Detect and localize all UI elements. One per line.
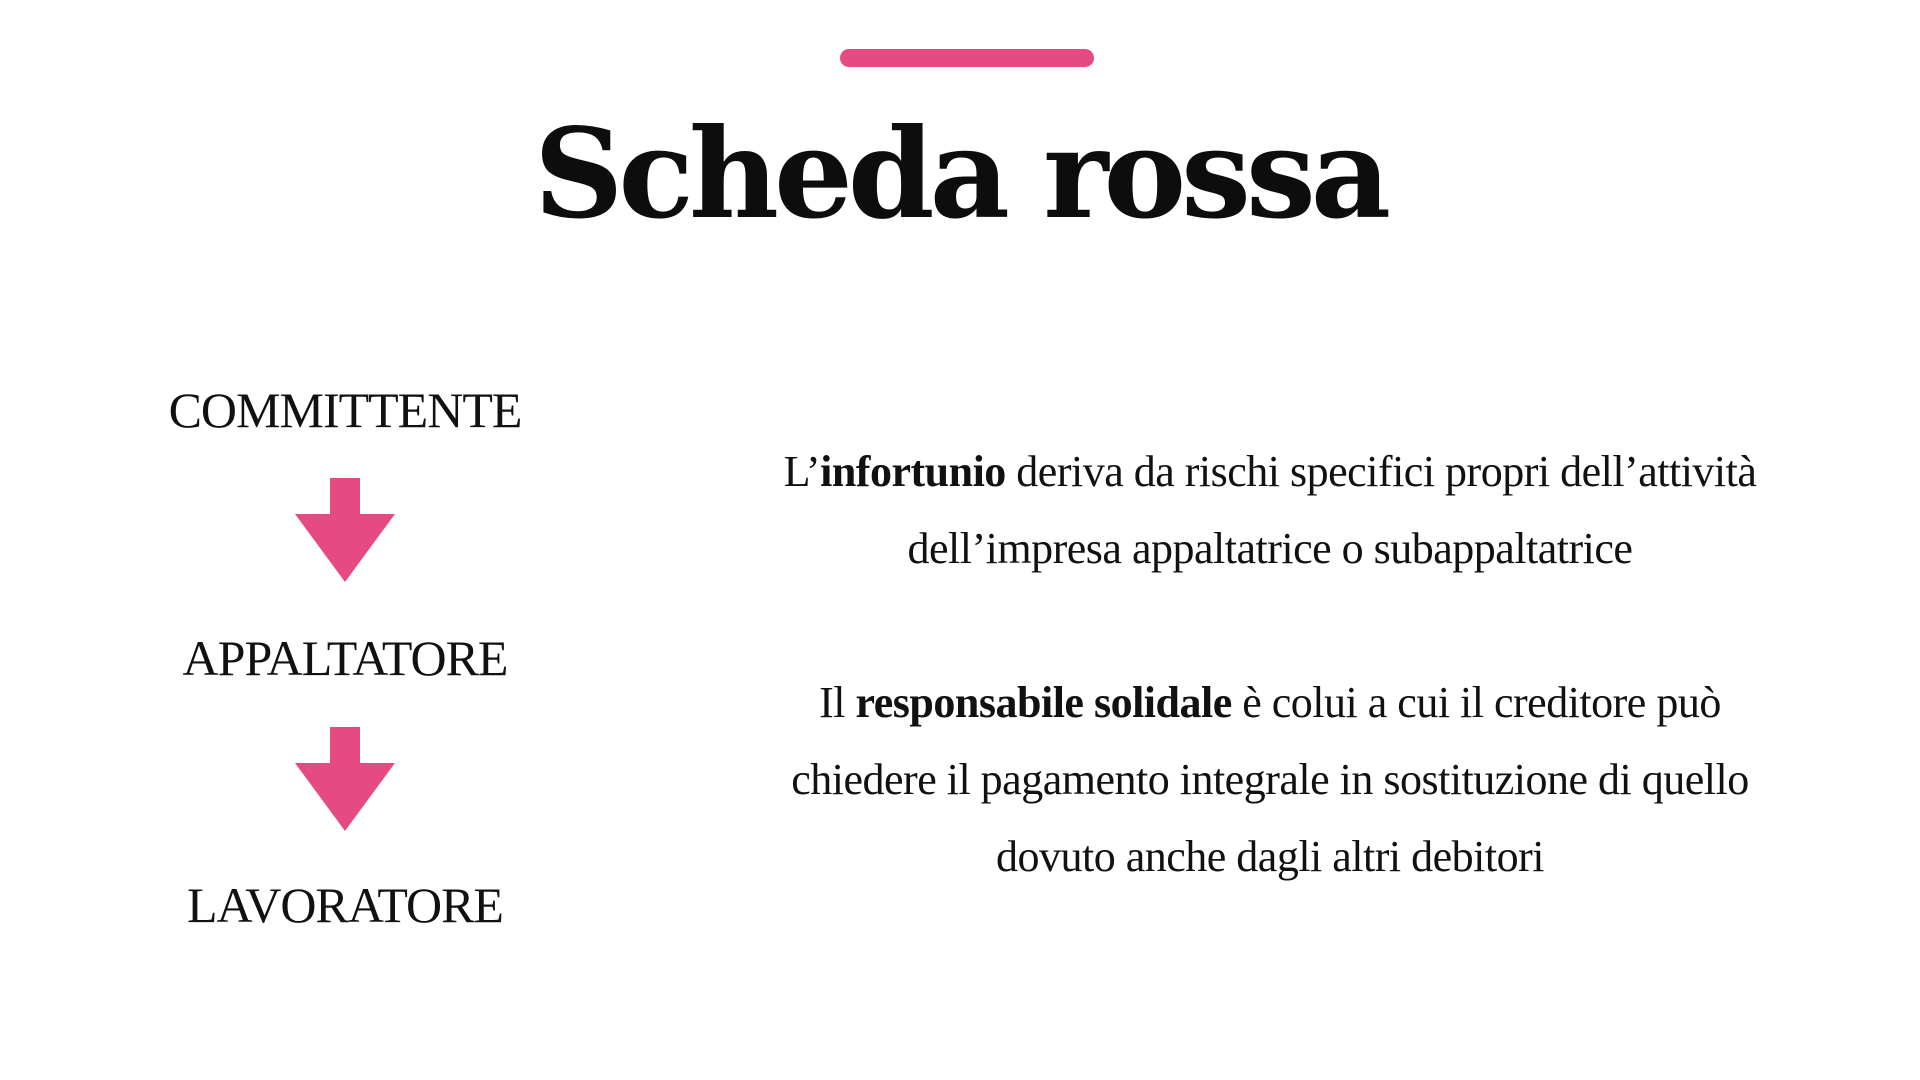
title-accent-bar xyxy=(840,49,1094,67)
paragraph-text: dovuto anche dagli altri debitori xyxy=(995,832,1544,881)
flow-step-committente: COMMITTENTE xyxy=(168,382,522,438)
paragraph-responsabile-solidale xyxy=(680,664,1860,895)
paragraph-text: è colui a cui il creditore può xyxy=(1231,678,1721,727)
paragraph-text: chiedere il pagamento integrale in sostituzione di quello xyxy=(791,755,1749,804)
paragraph-text: L’ xyxy=(783,447,821,496)
keyword-responsabile-solidale: responsabile solidale xyxy=(855,678,1232,727)
down-arrow-icon xyxy=(295,478,395,582)
down-arrow-icon xyxy=(295,727,395,831)
paragraph-infortunio xyxy=(680,433,1860,587)
hierarchy-flow xyxy=(100,370,590,950)
paragraph-text: deriva da rischi specifici propri dell’attività xyxy=(1005,447,1757,496)
paragraph-text: Il xyxy=(819,678,856,727)
paragraph-text: dell’impresa appaltatrice o subappaltatrice xyxy=(907,524,1633,573)
flow-step-appaltatore: APPALTATORE xyxy=(182,630,508,686)
flow-step-lavoratore: LAVORATORE xyxy=(187,877,503,933)
slide-title: Scheda rossa xyxy=(533,102,1387,247)
keyword-infortunio: infortunio xyxy=(820,447,1006,496)
